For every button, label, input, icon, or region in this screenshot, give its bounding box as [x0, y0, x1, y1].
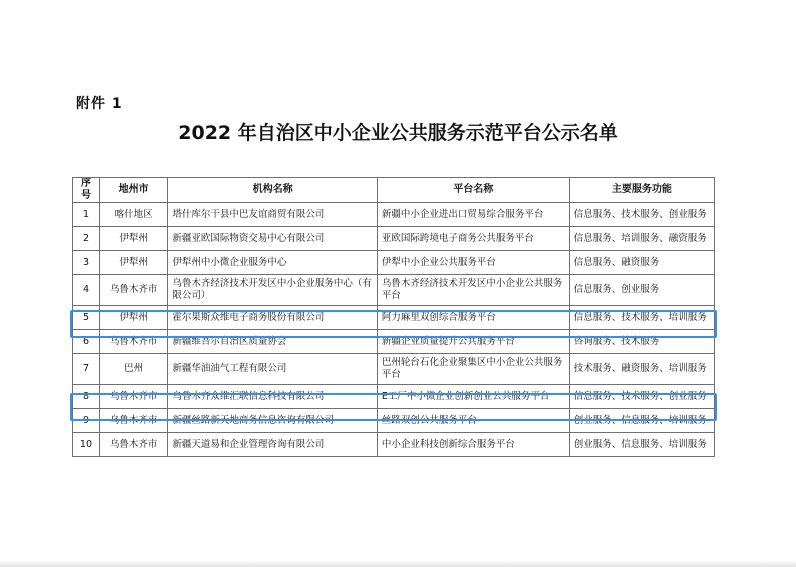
cell-org: 新疆华油油气工程有限公司: [168, 354, 378, 385]
cell-region: 伊犁州: [99, 227, 167, 251]
cell-platform: 丝路双创公共服务平台: [377, 409, 569, 433]
cell-functions: 信息服务、创业服务: [569, 275, 714, 306]
cell-no: 3: [73, 251, 100, 275]
cell-org: 塔什库尔干县中巴友谊商贸有限公司: [168, 203, 378, 227]
table-row: [73, 409, 715, 433]
cell-no: 10: [73, 433, 100, 457]
cell-platform: 阿力麻里双创综合服务平台: [377, 306, 569, 330]
page-title: 2022 年自治区中小企业公共服务示范平台公示名单: [178, 122, 618, 144]
cell-no: 1: [73, 203, 100, 227]
cell-org: 伊犁州中小微企业服务中心: [168, 251, 378, 275]
cell-functions: 信息服务、技术服务、培训服务: [569, 306, 714, 330]
cell-functions: 创业服务、信息服务、培训服务: [569, 433, 714, 457]
cell-functions: 信息服务、技术服务、创业服务: [569, 385, 714, 409]
cell-region: 乌鲁木齐市: [99, 385, 167, 409]
cell-region: 伊犁州: [99, 251, 167, 275]
cell-region: 伊犁州: [99, 306, 167, 330]
cell-platform: E工厂中小微企业创新创业公共服务平台: [377, 385, 569, 409]
cell-region: 乌鲁木齐市: [99, 275, 167, 306]
cell-platform: 乌鲁木齐经济技术开发区中小企业公共服务平台: [377, 275, 569, 306]
table-row: [73, 330, 715, 354]
cell-region: 喀什地区: [99, 203, 167, 227]
cell-platform: 新疆中小企业进出口贸易综合服务平台: [377, 203, 569, 227]
cell-functions: 技术服务、融资服务、培训服务: [569, 354, 714, 385]
page-bottom-edge: [0, 560, 796, 567]
header-functions: 主要服务功能: [569, 178, 714, 203]
table-row: [73, 203, 715, 227]
table-row: [73, 227, 715, 251]
cell-platform: 中小企业科技创新综合服务平台: [377, 433, 569, 457]
attachment-label: 附件 1: [76, 96, 123, 112]
cell-platform: 伊犁中小企业公共服务平台: [377, 251, 569, 275]
cell-no: 7: [73, 354, 100, 385]
cell-org: 霍尔果斯众维电子商务股份有限公司: [168, 306, 378, 330]
cell-org: 新疆丝路新天地商务信息咨询有限公司: [168, 409, 378, 433]
cell-org: 新疆天道易和企业管理咨询有限公司: [168, 433, 378, 457]
cell-no: 9: [73, 409, 100, 433]
header-platform: 平台名称: [377, 178, 569, 203]
table-row: [73, 354, 715, 385]
table-row: [73, 275, 715, 306]
cell-region: 乌鲁木齐市: [99, 330, 167, 354]
cell-platform: 新疆企业质量提升公共服务平台: [377, 330, 569, 354]
cell-functions: 信息服务、培训服务、融资服务: [569, 227, 714, 251]
cell-no: 2: [73, 227, 100, 251]
header-org: 机构名称: [168, 178, 378, 203]
cell-functions: 信息服务、技术服务、创业服务: [569, 203, 714, 227]
cell-org: 乌鲁木齐经济技术开发区中小企业服务中心（有限公司）: [168, 275, 378, 306]
table-header-row: [73, 178, 715, 203]
table-row: [73, 251, 715, 275]
cell-org: 新疆亚欧国际物资交易中心有限公司: [168, 227, 378, 251]
cell-no: 4: [73, 275, 100, 306]
cell-no: 6: [73, 330, 100, 354]
cell-region: 乌鲁木齐市: [99, 409, 167, 433]
table-row: [73, 433, 715, 457]
cell-platform: 亚欧国际跨境电子商务公共服务平台: [377, 227, 569, 251]
table-row-highlighted: [73, 385, 715, 409]
cell-no: 5: [73, 306, 100, 330]
cell-org: 乌鲁木齐众维汇联信息科技有限公司: [168, 385, 378, 409]
cell-functions: 信息服务、融资服务: [569, 251, 714, 275]
cell-org: 新疆维吾尔自治区质量协会: [168, 330, 378, 354]
table-row-highlighted: [73, 306, 715, 330]
cell-functions: 创业服务、信息服务、培训服务: [569, 409, 714, 433]
cell-platform: 巴州轮台石化企业聚集区中小企业公共服务平台: [377, 354, 569, 385]
cell-functions: 咨询服务、技术服务: [569, 330, 714, 354]
header-no: 序号: [73, 178, 100, 203]
cell-region: 巴州: [99, 354, 167, 385]
platform-table: [72, 177, 715, 457]
cell-no: 8: [73, 385, 100, 409]
cell-region: 乌鲁木齐市: [99, 433, 167, 457]
header-region: 地州市: [99, 178, 167, 203]
